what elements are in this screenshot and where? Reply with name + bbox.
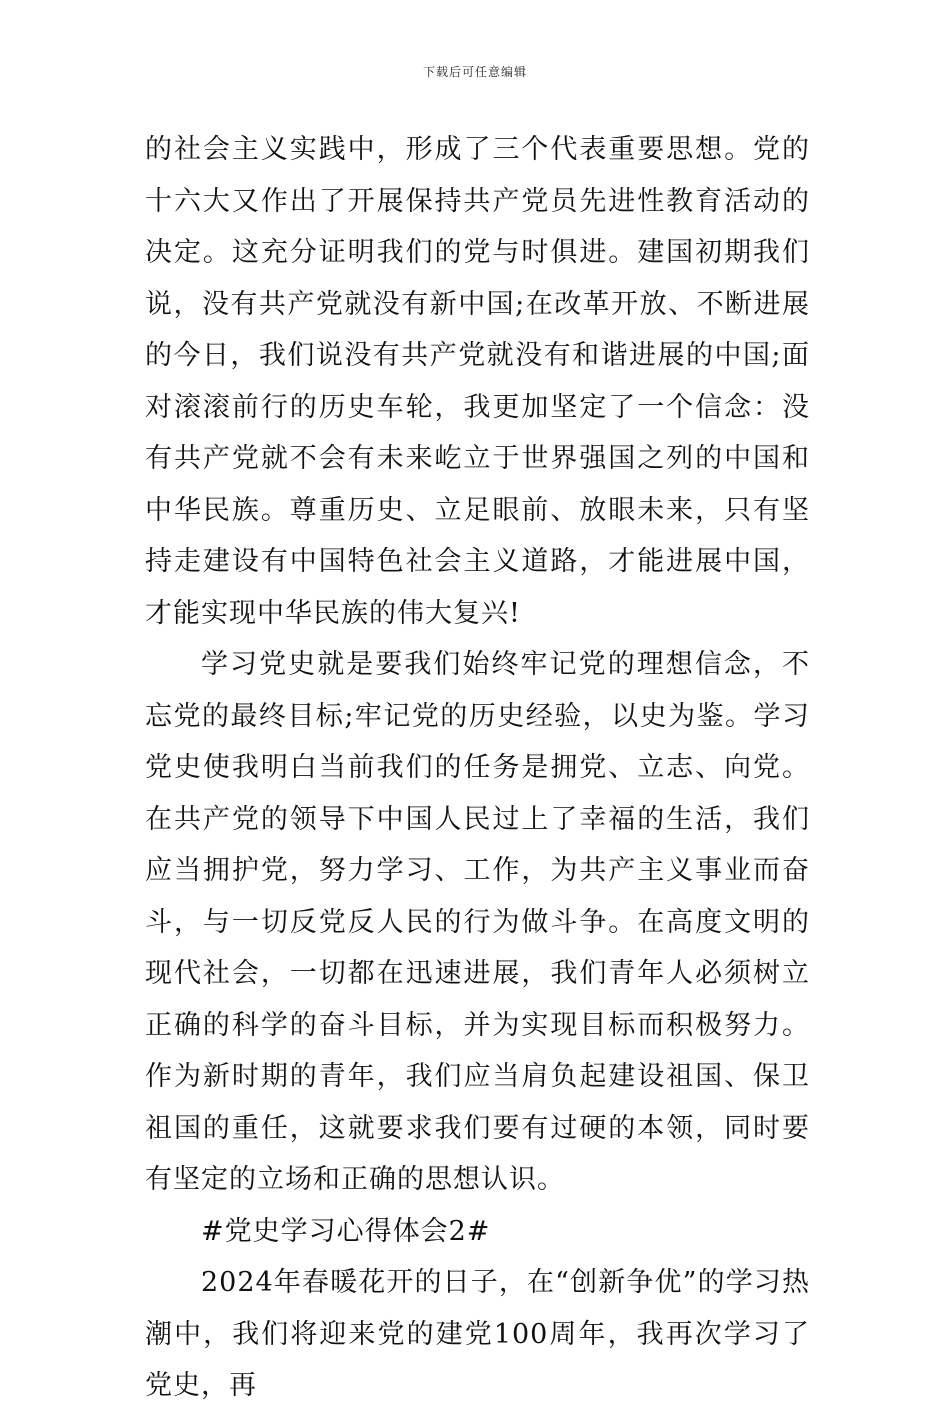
paragraph-1: 的社会主义实践中，形成了三个代表重要思想。党的十六大又作出了开展保持共产党员先进性教育活动的决定。这充分证明我们的党与时俱进。建国初期我们说，没有共产党就没有新中国;在改革开放、不断进展的今日，我们说没有共产党就没有和谐进展的中国;面对滚滚前行的历史车轮，我更加坚定了一个信念：没有共产党就不会有未来屹立于世界强国之列的中国和中华民族。尊重历史、立足眼前、放眼未来，只有坚持走建设有中国特色社会主义道路，才能进展中国，才能实现中华民族的伟大复兴! [145, 134, 810, 629]
section-heading: #党史学习心得体会2# [201, 1215, 491, 1247]
page-header-note: 下载后可任意编辑 [422, 65, 527, 79]
paragraph-3: 2024年春暖花开的日子，在“创新争优”的学习热潮中，我们将迎来党的建党100周年，我再次学习了党史，再 [145, 1267, 810, 1401]
paragraph-2: 学习党史就是要我们始终牢记党的理想信念，不忘党的最终目标;牢记党的历史经验，以史为鉴。学习党史使我明白当前我们的任务是拥党、立志、向党。在共产党的领导下中国人民过上了幸福的生活，我们应当拥护党，努力学习、工作，为共产主义事业而奋斗，与一切反党反人民的行为做斗争。在高度文明的现代社会，一切都在迅速进展，我们青年人必须树立正确的科学的奋斗目标，并为实现目标而积极努力。作为新时期的青年，我们应当肩负起建设祖国、保卫祖国的重任，这就要求我们要有过硬的本领，同时要有坚定的立场和正确的思想认识。 [145, 649, 810, 1195]
document-body [145, 124, 810, 1412]
